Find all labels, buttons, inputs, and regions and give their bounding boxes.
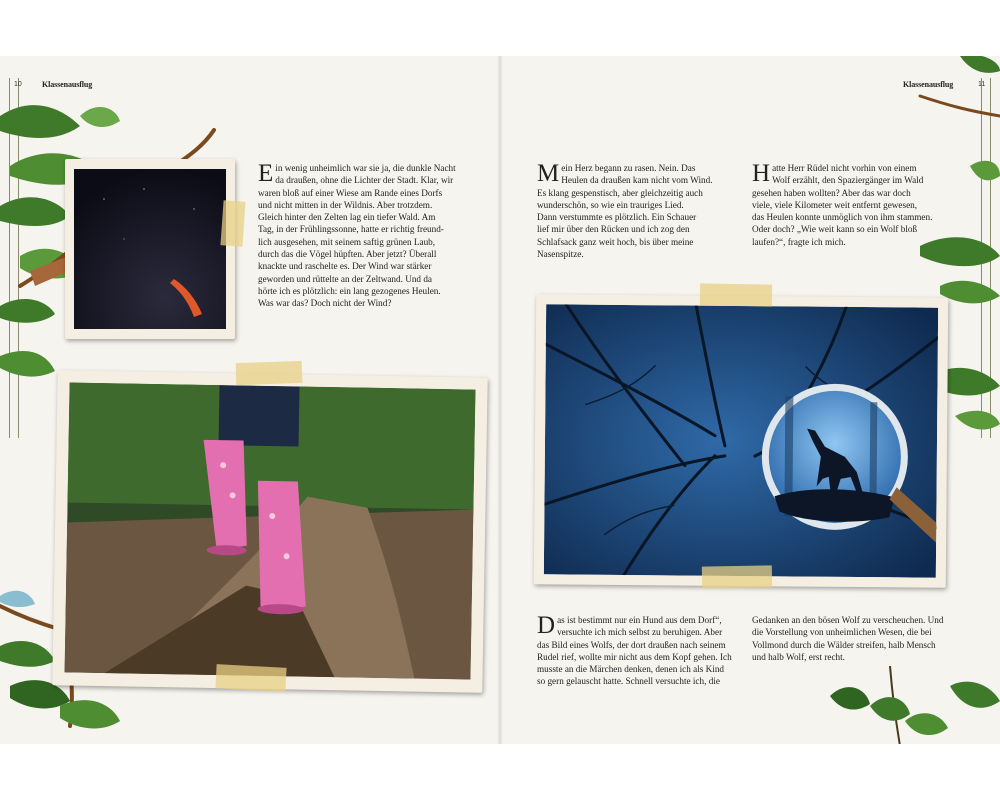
- right-body-text-col4: [752, 614, 962, 663]
- text-line: Nasenspitze.: [537, 249, 584, 260]
- tape-strip: [236, 361, 303, 385]
- running-head-left: Klassenausflug: [42, 80, 93, 89]
- tape-strip: [220, 200, 245, 246]
- text-line: hörte ich es plötzlich: ein lang gezogenes Heulen.: [258, 285, 441, 296]
- text-line: und halb Wolf, erst recht.: [752, 651, 845, 662]
- dropcap: H: [752, 160, 771, 187]
- text-line: Was war das? Doch nicht der Wind?: [258, 298, 392, 309]
- text-line: Gleich hinter den Zelten lag ein tiefer Wald. Am: [258, 212, 436, 223]
- photo-night-sky-image: [74, 169, 226, 329]
- text-line: Rudel rief, wollte mir nicht aus dem Kopf gehen. Ich: [537, 651, 732, 662]
- left-body-text: [258, 162, 468, 310]
- dropcap: M: [537, 160, 560, 187]
- dropcap: E: [258, 160, 274, 187]
- text-line: as ist bestimmt nur ein Hund aus dem Dorf“,: [557, 615, 722, 625]
- text-line: gesehen haben wollten? Aber das war doch: [752, 187, 911, 198]
- text-line: Vollmond durch die Wälder streifen, halb Mensch: [752, 639, 936, 650]
- text-line: wunderschön, so wie ein trauriges Lied.: [537, 199, 684, 210]
- text-line: lich ausgesehen, mit seinem saftig grünen Laub,: [258, 236, 436, 247]
- text-line: Gedanken an den bösen Wolf zu verscheuchen. Und: [752, 615, 944, 625]
- text-line: Schlafsack ganz weit hoch, bis über meine: [537, 236, 694, 247]
- text-line: in wenig unheimlich war sie ja, die dunkle Nacht: [275, 163, 456, 173]
- text-line: das Heulen konnte unmöglich von ihm stammen.: [752, 212, 933, 223]
- tape-strip: [215, 664, 286, 692]
- text-line: atte Herr Rüdel nicht vorhin von einem: [772, 163, 917, 173]
- running-head-right: Klassenausflug: [903, 80, 954, 89]
- text-line: das Bild eines Wolfs, der dort draußen nach seinem: [537, 639, 726, 650]
- text-line: Dann verstummte es plötzlich. Ein Schauer: [537, 212, 697, 223]
- text-line: versuchte ich mich selbst zu beruhigen. Aber: [557, 627, 723, 638]
- text-line: Tag, in der Frühlingssonne, hatte er richtig freund-: [258, 224, 444, 235]
- page-number-left: 10: [14, 81, 22, 88]
- photo-wolf-forest-image: [544, 304, 938, 577]
- text-line: waren bloß auf einer Wiese am Rande eines Dorfs: [258, 187, 443, 198]
- tape-strip: [700, 283, 772, 306]
- photo-pink-boots-image: [65, 382, 476, 679]
- text-line: musste an die Märchen denken, denen ich als Kind: [537, 664, 725, 675]
- text-line: da draußen, ohne die Lichter der Stadt. Klar, wir: [275, 175, 454, 186]
- tape-strip: [702, 565, 772, 588]
- photo-night-sky: [65, 159, 235, 339]
- text-line: lief mir über den Rücken und ich zog den: [537, 224, 690, 235]
- right-body-text-col1: [537, 162, 722, 260]
- photo-pink-boots: [52, 370, 487, 692]
- text-line: laufen?“, fragte ich mich.: [752, 236, 846, 247]
- text-line: die Vorstellung von unheimlichen Wesen, die bei: [752, 627, 932, 638]
- text-line: Heulen da draußen kam nicht vom Wind.: [561, 175, 713, 186]
- page-gutter: [497, 56, 503, 744]
- dropcap: D: [537, 612, 556, 639]
- page-number-right: 11: [978, 81, 986, 88]
- text-line: durch das die Vögel hüpften. Aber jetzt? Überall: [258, 249, 437, 260]
- photo-wolf-forest: [534, 294, 949, 588]
- right-body-text-col2: [752, 162, 952, 248]
- text-line: knackte und raschelte es. Der Wind war stärker: [258, 261, 432, 272]
- book-spread: [0, 56, 1000, 744]
- text-line: und nicht mitten in der Wildnis. Aber trotzdem.: [258, 199, 433, 210]
- text-line: viele, viele Kilometer weit entfernt gewesen,: [752, 199, 918, 210]
- text-line: so gern gelauscht hatte. Schnell versuchte ich, die: [537, 676, 720, 687]
- text-line: Es klang gespenstisch, aber gleichzeitig auch: [537, 187, 703, 198]
- text-line: Oder doch? „Wie weit kann so ein Wolf bloß: [752, 224, 918, 235]
- text-line: Wolf erzählt, den Spaziergänger im Wald: [772, 175, 924, 186]
- text-line: ein Herz begann zu rasen. Nein. Das: [561, 163, 696, 173]
- text-line: geworden und rüttelte an der Zeltwand. Und da: [258, 273, 432, 284]
- right-body-text-col3: [537, 614, 747, 688]
